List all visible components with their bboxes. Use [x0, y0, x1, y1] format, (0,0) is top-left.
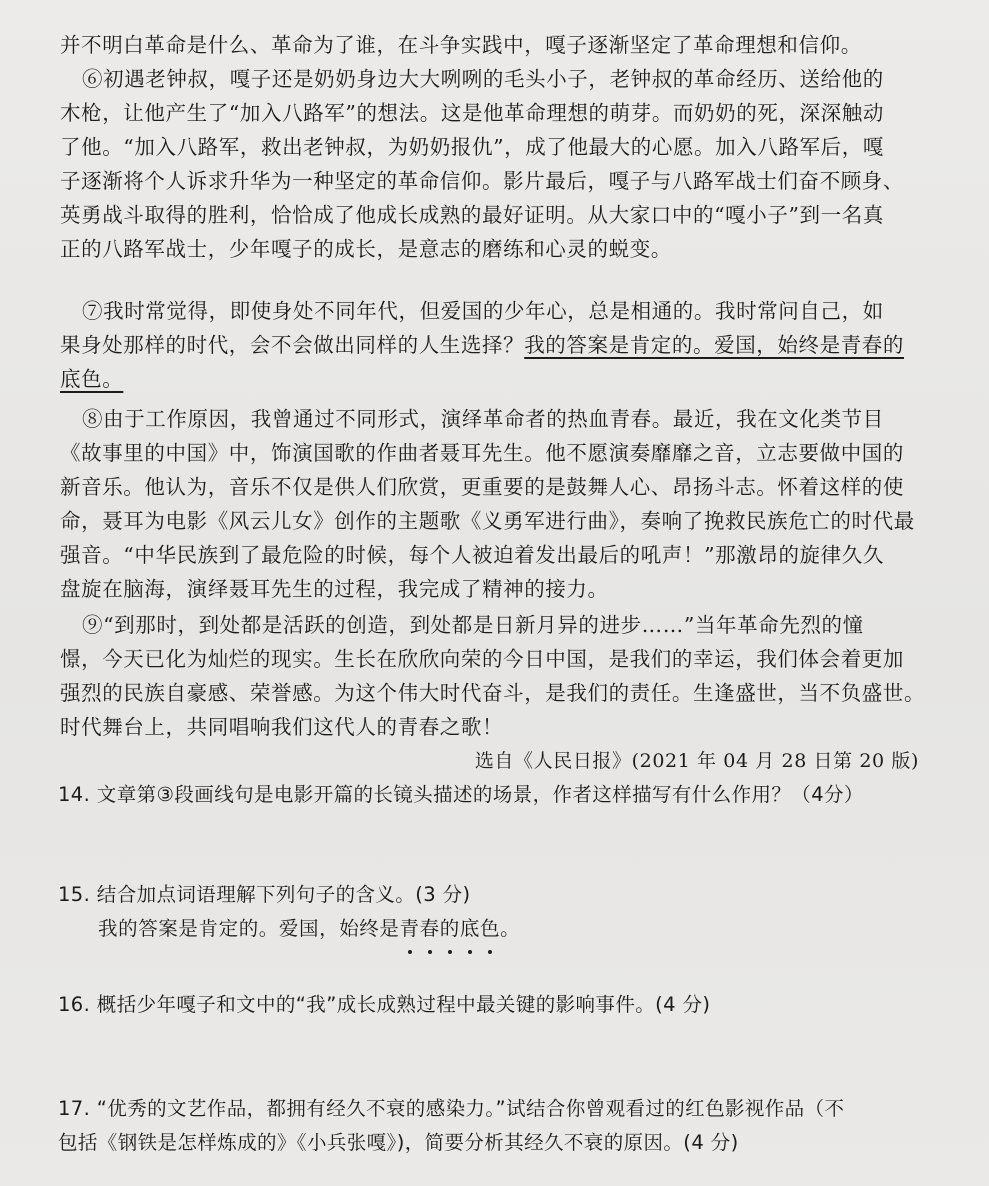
passage-line: 正的八路军战士，少年嘎子的成长，是意志的磨练和心灵的蜕变。 [60, 237, 672, 261]
passage-line: 时代舞台上，共同唱响我们这代人的青春之歌！ [60, 715, 504, 739]
passage-line: 憬，今天已化为灿烂的现实。生长在欣欣向荣的今日中国，是我们的幸运，我们体会着更加 [60, 647, 904, 671]
question-15-sentence [98, 914, 945, 944]
question-17-line-2: 包括《钢铁是怎样炼成的》《小兵张嘎》)，简要分析其经久不衰的原因。(4 分) [58, 1131, 739, 1154]
underlined-sentence: 我的答案是肯定的。爱国，始终是青春的 [524, 333, 905, 357]
passage-line [60, 364, 945, 394]
question-17: 17. “优秀的文艺作品，都拥有经久不衰的感染力。”试结合你曾观看过的红色影视作品（不 [58, 1097, 845, 1120]
dotted-char: 青 [400, 914, 420, 944]
underlined-sentence: 底色。 [60, 367, 124, 391]
passage-line: 新音乐。他认为，音乐不仅是供人们欣赏，更重要的是鼓舞人心、昂扬斗志。怀着这样的使 [60, 475, 904, 499]
passage-line: 了他。“加入八路军，救出老钟叔，为奶奶报仇”，成了他最大的心愿。加入八路军后，嘎 [60, 135, 884, 159]
passage-line: 强烈的民族自豪感、荣誉感。为这个伟大时代奋斗，是我们的责任。生逢盛世，当不负盛世。 [60, 681, 926, 705]
passage-line: ⑥初遇老钟叔，嘎子还是奶奶身边大大咧咧的毛头小子，老钟叔的革命经历、送给他的 [82, 67, 884, 91]
question-14: 14. 文章第③段画线句是电影开篇的长镜头描述的场景，作者这样描写有什么作用？（4分） [58, 783, 864, 806]
source-citation: 选自《人民日报》(2021 年 04 月 28 日第 20 版) [474, 750, 919, 772]
dotted-char: 色 [480, 914, 500, 944]
passage-line [60, 330, 945, 360]
passage-line: 并不明白革命是什么、革命为了谁，在斗争实践中，嘎子逐渐坚定了革命理想和信仰。 [60, 33, 862, 57]
passage-line: 强音。“中华民族到了最危险的时候，每个人被迫着发出最后的吼声！”那激昂的旋律久久 [60, 543, 884, 567]
sentence-end: 。 [500, 917, 521, 940]
passage-line: 《故事里的中国》中，饰演国歌的作曲者聂耳先生。他不愿演奏靡靡之音，立志要做中国的 [60, 441, 904, 465]
passage-line: 子逐渐将个人诉求升华为一种坚定的革命信仰。影片最后，嘎子与八路军战士们奋不顾身、 [60, 169, 904, 193]
passage-line: ⑨“到那时，到处都是活跃的创造，到处都是日新月异的进步……”当年革命先烈的憧 [82, 613, 864, 637]
passage-line: 木枪，让他产生了“加入八路军”的想法。这是他革命理想的萌芽。而奶奶的死，深深触动 [60, 101, 884, 125]
dotted-char: 的 [440, 914, 460, 944]
passage-text: 果身处那样的时代，会不会做出同样的人生选择？ [60, 333, 525, 357]
passage-line: 命，聂耳为电影《风云儿女》创作的主题歌《义勇军进行曲》，奏响了挽救民族危亡的时代最 [60, 509, 915, 533]
passage-line: 英勇战斗取得的胜利，恰恰成了他成长成熟的最好证明。从大家口中的“嘎小子”到一名真 [60, 203, 884, 227]
passage-line: ⑦我时常觉得，即使身处不同年代，但爱国的少年心，总是相通的。我时常问自己，如 [82, 299, 884, 323]
passage-line: ⑧由于工作原因，我曾通过不同形式，演绎革命者的热血青春。最近，我在文化类节目 [82, 407, 884, 431]
sentence-text: 我的答案是肯定的。爱国，始终是 [98, 917, 400, 940]
passage-line: 盘旋在脑海，演绎聂耳先生的过程，我完成了精神的接力。 [60, 577, 609, 601]
dotted-char: 春 [420, 914, 440, 944]
question-15: 15. 结合加点词语理解下列句子的含义。(3 分) [58, 883, 471, 906]
question-16: 16. 概括少年嘎子和文中的“我”成长成熟过程中最关键的影响事件。(4 分) [58, 993, 711, 1016]
dotted-char: 底 [460, 914, 480, 944]
